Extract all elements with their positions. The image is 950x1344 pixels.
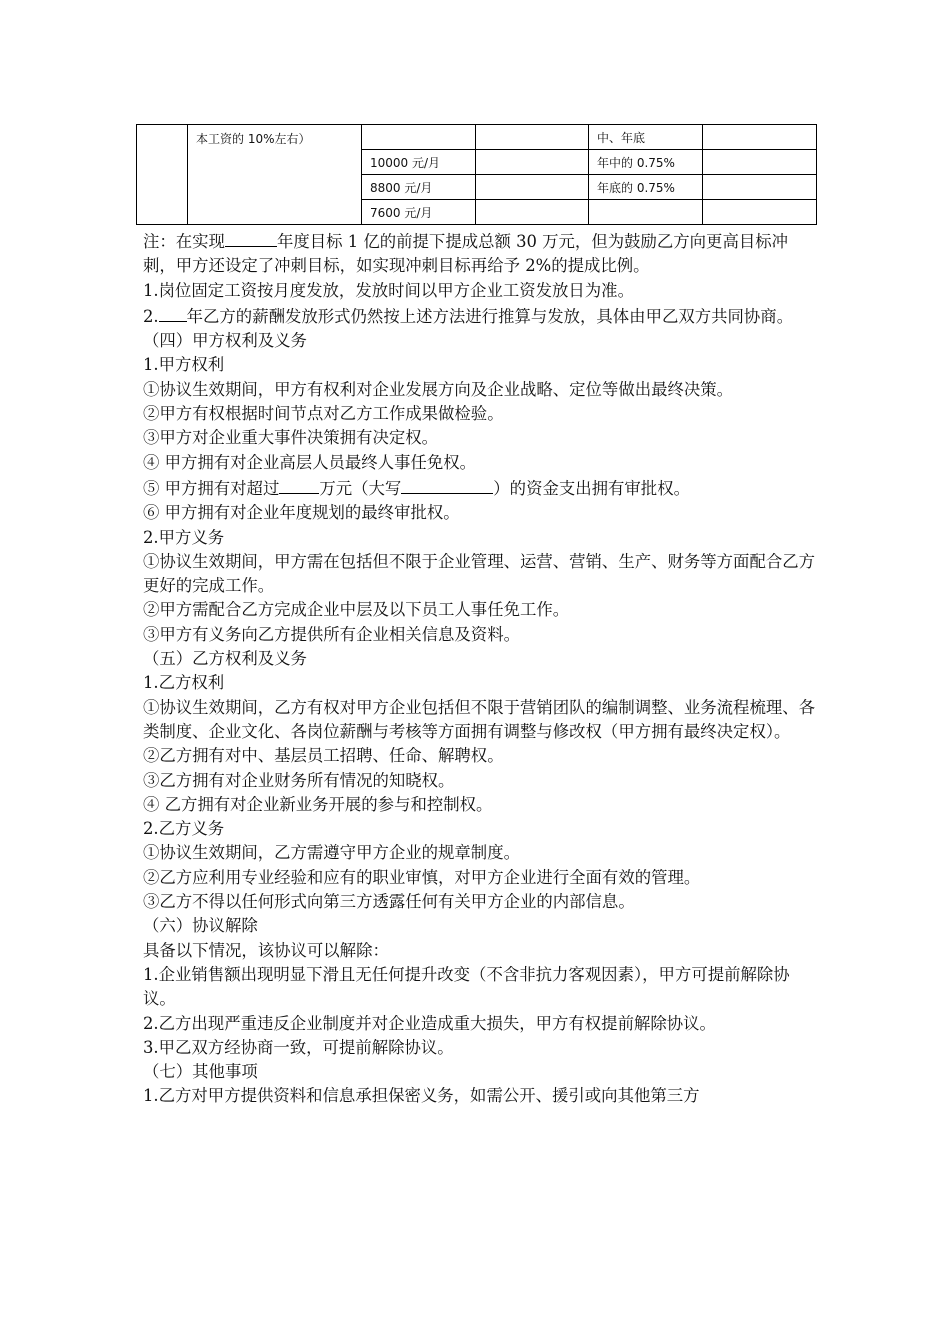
list-item — [143, 475, 819, 501]
list-item: ③乙方拥有对企业财务所有情况的知晓权。 — [143, 770, 455, 790]
table-cell — [589, 200, 703, 225]
table-cell: 年中的 0.75% — [589, 150, 703, 175]
table-cell — [137, 125, 188, 225]
paragraph-text: 年乙方的薪酬发放形式仍然按上述方法进行推算与发放，具体由甲乙双方共同协商。 — [186, 306, 794, 326]
list-text: ⑤ 甲方拥有对超过 — [143, 478, 280, 498]
list-item: 1.企业销售额出现明显下滑且无任何提升改变（不含非抗力客观因素），甲方可提前解除协议。 — [143, 964, 790, 1009]
list-item: ⑥ 甲方拥有对企业年度规划的最终审批权。 — [143, 503, 460, 523]
list-item: ①协议生效期间，甲方需在包括但不限于企业管理、运营、营销、生产、财务等方面配合乙方更好的完成工作。 — [143, 551, 816, 596]
subsection-heading: 2.甲方义务 — [143, 527, 225, 547]
table-cell — [703, 125, 817, 150]
list-item: 2.乙方出现严重违反企业制度并对企业造成重大损失，甲方有权提前解除协议。 — [143, 1013, 716, 1033]
list-item: ①协议生效期间，乙方有权对甲方企业包括但不限于营销团队的编制调整、业务流程梳理、各类制度、企业文化、各岗位薪酬与考核等方面拥有调整与修改权（甲方拥有最终决定权）。 — [143, 697, 816, 741]
subsection-heading: 1.乙方权利 — [143, 673, 225, 693]
table-cell — [476, 150, 589, 175]
salary-table — [136, 124, 817, 225]
table-cell: 本工资的 10%左右） — [188, 125, 362, 225]
note-text: 年度目标 1 亿的前提下提成总额 30 万元，但为鼓励乙方向更高目标冲刺，甲方还设定了冲刺目标，如实现冲刺目标再给予 2%的提成比例。 — [143, 232, 789, 276]
table-cell — [476, 125, 589, 150]
table-cell — [703, 200, 817, 225]
table-cell: 7600 元/月 — [362, 200, 476, 225]
list-item: ③甲方对企业重大事件决策拥有决定权。 — [143, 428, 439, 448]
list-item: ①协议生效期间，乙方需遵守甲方企业的规章制度。 — [143, 843, 520, 863]
table-cell: 8800 元/月 — [362, 175, 476, 200]
table-cell — [703, 175, 817, 200]
list-item: ②甲方需配合乙方完成企业中层及以下员工人事任免工作。 — [143, 600, 570, 620]
list-item: ③甲方有义务向乙方提供所有企业相关信息及资料。 — [143, 624, 520, 644]
subsection-heading: 2.乙方义务 — [143, 819, 225, 839]
list-text: 万元（大写 — [319, 478, 402, 498]
list-item: ④ 甲方拥有对企业高层人员最终人事任免权。 — [143, 452, 477, 472]
section-heading: （五）乙方权利及义务 — [143, 649, 307, 669]
section-heading: （四）甲方权利及义务 — [143, 331, 307, 351]
table-cell: 年底的 0.75% — [589, 175, 703, 200]
note-text: 注：在实现 — [143, 232, 225, 251]
table-cell — [476, 175, 589, 200]
list-item: 1.乙方对甲方提供资料和信息承担保密义务，如需公开、援引或向其他第三方 — [143, 1086, 700, 1106]
list-item: ③乙方不得以任何形式向第三方透露任何有关甲方企业的内部信息。 — [143, 892, 635, 912]
paragraph: 具备以下情况，该协议可以解除： — [143, 940, 389, 960]
blank-field — [159, 303, 187, 322]
list-item: ①协议生效期间，甲方有权利对企业发展方向及企业战略、定位等做出最终决策。 — [143, 379, 734, 399]
blank-field — [279, 475, 319, 494]
section-heading: （六）协议解除 — [143, 916, 258, 936]
paragraph: 1.岗位固定工资按月度发放，发放时间以甲方企业工资发放日为准。 — [143, 280, 634, 300]
blank-field — [225, 228, 277, 247]
paragraph-text: 2. — [143, 306, 159, 326]
table-cell — [703, 150, 817, 175]
table-cell: 中、年底 — [589, 125, 703, 150]
table-cell — [476, 200, 589, 225]
list-item: 3.甲乙双方经协商一致，可提前解除协议。 — [143, 1037, 454, 1057]
list-item: ②甲方有权根据时间节点对乙方工作成果做检验。 — [143, 404, 504, 424]
table-cell — [362, 125, 476, 150]
blank-field — [401, 475, 493, 494]
table-row — [137, 125, 817, 150]
section-heading: （七）其他事项 — [143, 1062, 258, 1082]
paragraph — [143, 303, 819, 329]
note-paragraph — [143, 228, 819, 279]
table-cell: 10000 元/月 — [362, 150, 476, 175]
list-item: ②乙方拥有对中、基层员工招聘、任命、解聘权。 — [143, 746, 504, 766]
list-item: ②乙方应利用专业经验和应有的职业审慎，对甲方企业进行全面有效的管理。 — [143, 867, 701, 887]
list-text: ）的资金支出拥有审批权。 — [493, 478, 690, 498]
subsection-heading: 1.甲方权利 — [143, 355, 225, 375]
document-body — [143, 228, 819, 1109]
list-item: ④ 乙方拥有对企业新业务开展的参与和控制权。 — [143, 794, 493, 814]
